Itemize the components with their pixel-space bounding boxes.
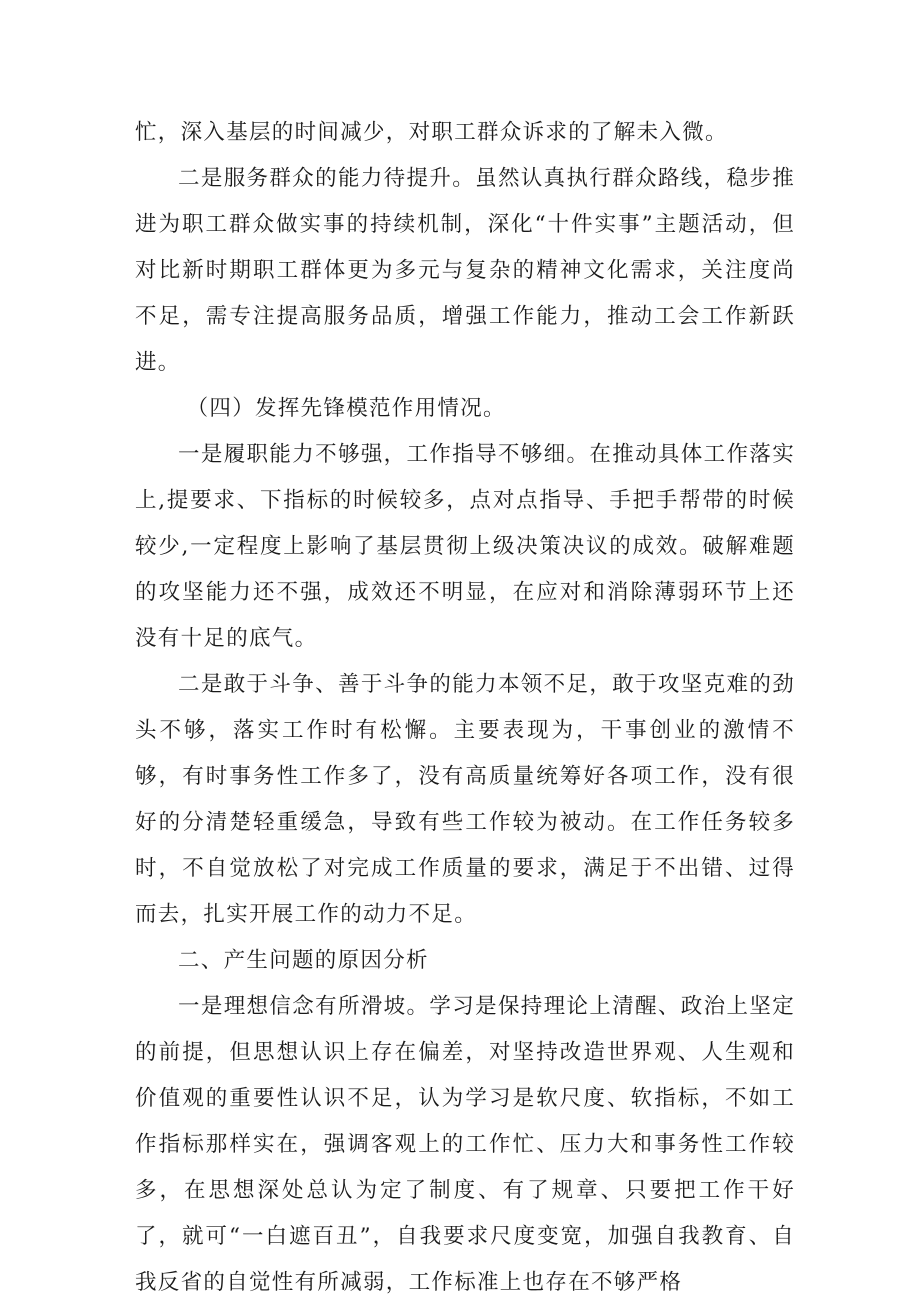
subheading-vanguard-role: （四）发挥先锋模范作用情况。 bbox=[186, 396, 506, 421]
paragraph-continuation: 忙，深入基层的时间减少，对职工群众诉求的了解未入微。 bbox=[135, 120, 728, 145]
section-heading-cause-analysis: 二、产生问题的原因分析 bbox=[178, 948, 429, 973]
paragraph-struggle-ability: 二是敢于斗争、善于斗争的能力本领不足，敢于攻坚克难的劲头不够，落实工作时有松懈。主要表现为，干事创业的激情不够，有时事务性工作多了，没有高质量统筹好各项工作，没有很好的分清楚轻重缓急，导致有些工作较为被动。在工作任务较多时，不自觉放松了对完成工作质量的要求，满足于不出错、过得而去，扎实开展工作的动力不足。 bbox=[135, 672, 795, 927]
paragraph-duty-ability: 一是履职能力不够强，工作指导不够细。在推动具体工作落实上,提要求、下指标的时候较多，点对点指导、手把手帮带的时候较少,一定程度上影响了基层贯彻上级决策决议的成效。破解难题的攻坚能力还不强，成效还不明显，在应对和消除薄弱环节上还没有十足的底气。 bbox=[135, 442, 795, 651]
document-body bbox=[135, 110, 795, 1306]
paragraph-ideals-belief: 一是理想信念有所滑坡。学习是保持理论上清醒、政治上坚定的前提，但思想认识上存在偏差，对坚持改造世界观、人生观和价值观的重要性认识不足，认为学习是软尺度、软指标，不如工作指标那样实在，强调客观上的工作忙、压力大和事务性工作较多，在思想深处总认为定了制度、有了规章、只要把工作干好了，就可“一白遮百丑”，自我要求尺度变宽，加强自我教育、自我反省的自觉性有所减弱，工作标准上也存在不够严格 bbox=[135, 994, 795, 1295]
paragraph-service-ability: 二是服务群众的能力待提升。虽然认真执行群众路线，稳步推进为职工群众做实事的持续机制，深化“十件实事”主题活动，但对比新时期职工群体更为多元与复杂的精神文化需求，关注度尚不足，需专注提高服务品质，增强工作能力，推动工会工作新跃进。 bbox=[135, 166, 795, 375]
